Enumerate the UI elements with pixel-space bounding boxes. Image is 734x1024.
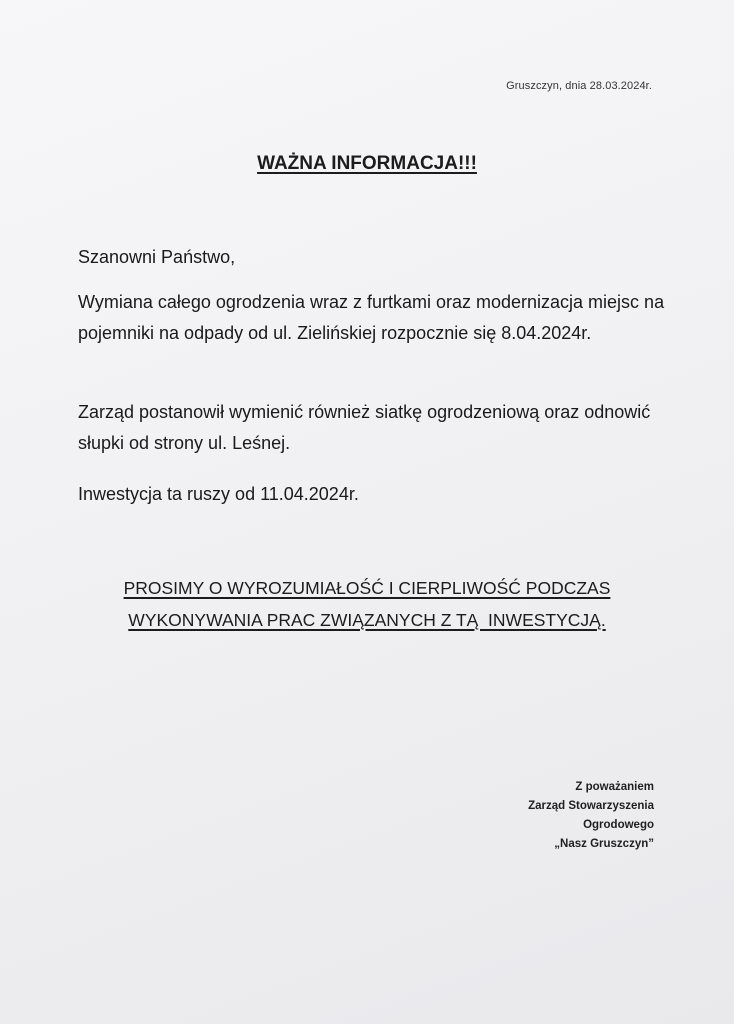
paragraph-investment-start: Inwestycja ta ruszy od 11.04.2024r. <box>78 484 359 504</box>
signature-association: Ogrodowego <box>583 819 654 831</box>
paragraph-fence-replacement: Wymiana całego ogrodzenia wraz z furtkami oraz modernizacja miejsc na pojemniki na odpady od ul. Zielińskiej rozpocznie się 8.04.2024r. <box>78 292 665 343</box>
signature-board: Zarząd Stowarzyszenia <box>528 800 654 812</box>
signature-name: „Nasz Gruszczyn” <box>554 838 654 850</box>
title-text: WAŻNA INFORMACJA!!! <box>257 153 477 174</box>
page-title <box>0 153 734 175</box>
appeal-block <box>0 572 734 636</box>
appeal-line-2: WYKONYWANIA PRAC ZWIĄZANYCH Z TĄ INWESTYCJĄ. <box>128 610 606 630</box>
signature-closing: Z poważaniem <box>575 781 654 793</box>
greeting: Szanowni Państwo, <box>78 247 236 267</box>
signature-block <box>528 778 654 854</box>
date-line: Gruszczyn, dnia 28.03.2024r. <box>506 80 652 92</box>
appeal-line-1: PROSIMY O WYROZUMIAŁOŚĆ I CIERPLIWOŚĆ PODCZAS <box>123 578 611 598</box>
paragraph-mesh-replacement: Zarząd postanowił wymienić również siatkę ogrodzeniową oraz odnowić słupki od strony ul. Leśnej. <box>78 402 651 453</box>
